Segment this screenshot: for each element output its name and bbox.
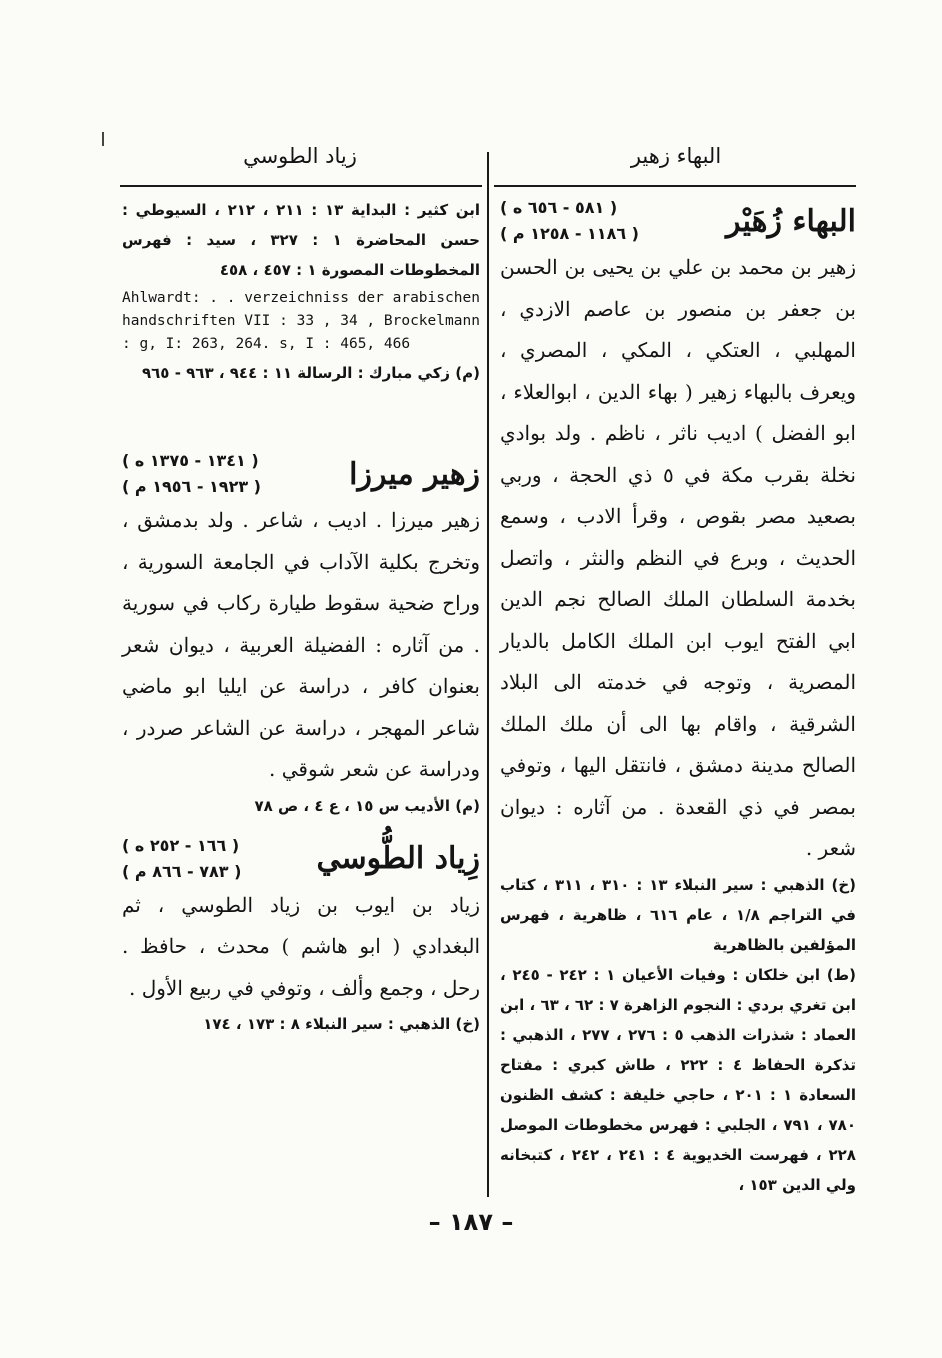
dates-hijri: ( ٥٨١ - ٦٥٦ ه )	[500, 198, 618, 217]
dates-hijri: ( ١٣٤١ - ١٣٧٥ ه )	[122, 451, 259, 470]
entry-sources: (م) الأديب س ١٥ ، ع ٤ ، ص ٧٨	[254, 796, 480, 815]
entry-sources: (خ) الذهبي : سير النبلاء ٨ : ١٧٣ ، ١٧٤	[203, 1015, 480, 1033]
entry-dates	[500, 195, 639, 247]
continued-sources: ابن كثير : البداية ١٣ : ٢١١ ، ٢١٢ ، السيوطي : حسن المحاضرة ١ : ٣٢٧ ، سيد : فهرس المخطوطات المصورة ١ : ٤٥٧ ، ٤٥٨	[122, 201, 480, 279]
manuscript-sources: (خ) الذهبي : سير النبلاء ١٣ : ٣١٠ ، ٣١١ ، كتاب في التراجم ١/٨ ، عام ٦١٦ ، ظاهرية ، فهرس المؤلفين بالظاهرية	[500, 875, 856, 954]
entry-body: زهير بن محمد بن علي بن يحيى بن الحسن بن جعفر بن منصور بن عاصم الازدي ، المهلبي ، العتكي ، المكي ، المصري ، ويعرف بالبهاء زهير ( بهاء الدين ، ابوالعلاء ، ابو الفضل ) اديب ناثر ، ناظم . ولد بوادي نخلة بقرب مكة في ٥ ذي الحجة ، وربي بصعيد مصر بقوص ، وقرأ الادب ، وسمع الحديث ، وبرع في النظم والنثر ، واتصل بخدمة السلطان الملك الصالح نجم الدين ابي الفتح ايوب ابن الملك الكامل بالديار المصرية ، وتوجه في خدمته الى البلاد الشرقية ، واقام بها الى أن ملك الملك الصالح مدينة دمشق ، فانتقل اليها ، وتوفي بمصر في ذي القعدة . من آثاره : ديوان شعر .	[500, 255, 856, 860]
entry-title: زِياد الطُّوسي	[316, 841, 480, 876]
dates-gregorian: ( ١١٨٦ - ١٢٥٨ م )	[500, 224, 639, 243]
entry-dates	[122, 833, 241, 885]
entry-body: زهير ميرزا . اديب ، شاعر . ولد بدمشق ، وتخرج بكلية الآداب في الجامعة السورية ، وراح ضحية سقوط طيارة ركاب في سورية . من آثاره : الفضيلة العربية ، ديوان شعر بعنوان كافر ، دراسة عن ايليا ابو ماضي شاعر المهجر ، دراسة عن الشاعر صردر ، ودراسة عن شعر شوقي .	[122, 508, 480, 781]
header-rule-right	[494, 185, 856, 187]
entry-heading	[122, 833, 480, 885]
entry-body: زياد بن ايوب بن زياد الطوسي ، ثم البغدادي ( ابو هاشم ) محدث ، حافظ . رحل ، وجمع وألف ، وتوفي في ربيع الأول .	[122, 892, 480, 1000]
entry-dates	[122, 448, 261, 500]
entry-heading	[122, 448, 480, 500]
entry-title: البهاء زُهَيْر	[726, 203, 856, 239]
continued-sources-modern: (م) زكي مبارك : الرسالة ١١ : ٩٤٤ ، ٩٦٣ - ٩٦٥	[142, 364, 480, 382]
ink-mark	[102, 132, 104, 146]
entry-heading	[500, 195, 856, 247]
dates-gregorian: ( ١٩٢٣ - ١٩٥٦ م )	[122, 477, 261, 496]
running-header-right: البهاء زهير	[630, 144, 722, 168]
latin-sources: Ahlwardt: . . verzeichniss der arabischen handschriften VII : 33 , 34 , Brockelmann : g, I: 263, 264. s, I : 465, 466	[122, 290, 480, 352]
page-number: – ١٨٧ –	[428, 1208, 514, 1236]
header-rule-left	[120, 185, 482, 187]
left-column	[122, 195, 480, 1039]
dates-gregorian: ( ٧٨٣ - ٨٦٦ م )	[122, 861, 242, 881]
column-divider	[487, 152, 489, 1197]
entry-title: زهير ميرزا	[349, 456, 480, 492]
running-header-left: زياد الطوسي	[243, 144, 357, 168]
printed-sources: (ط) ابن خلكان : وفيات الأعيان ١ : ٢٤٢ - ٢٤٥ ، ابن تغري بردي : النجوم الزاهرة ٧ : ٦٢ ، ٦٣ ، ابن العماد : شذرات الذهب ٥ : ٢٧٦ ، ٢٧٧ ، الذهبي : تذكرة الحفاظ ٤ : ٢٢٢ ، طاش كبري : مفتاح السعادة ١ : ٢٠١ ، حاجي خليفة : كشف الظنون ٧٨٠ ، ٧٩١ ، الجلبي : فهرس مخطوطات الموصل ٢٢٨ ، فهرست الخديوية ٤ : ٢٤١ ، ٢٤٢ ، كتبخانه ولي الدين ١٥٣ ،	[500, 965, 856, 1194]
dates-hijri: ( ١٦٦ - ٢٥٢ ه )	[122, 835, 240, 855]
right-column	[500, 195, 856, 1200]
